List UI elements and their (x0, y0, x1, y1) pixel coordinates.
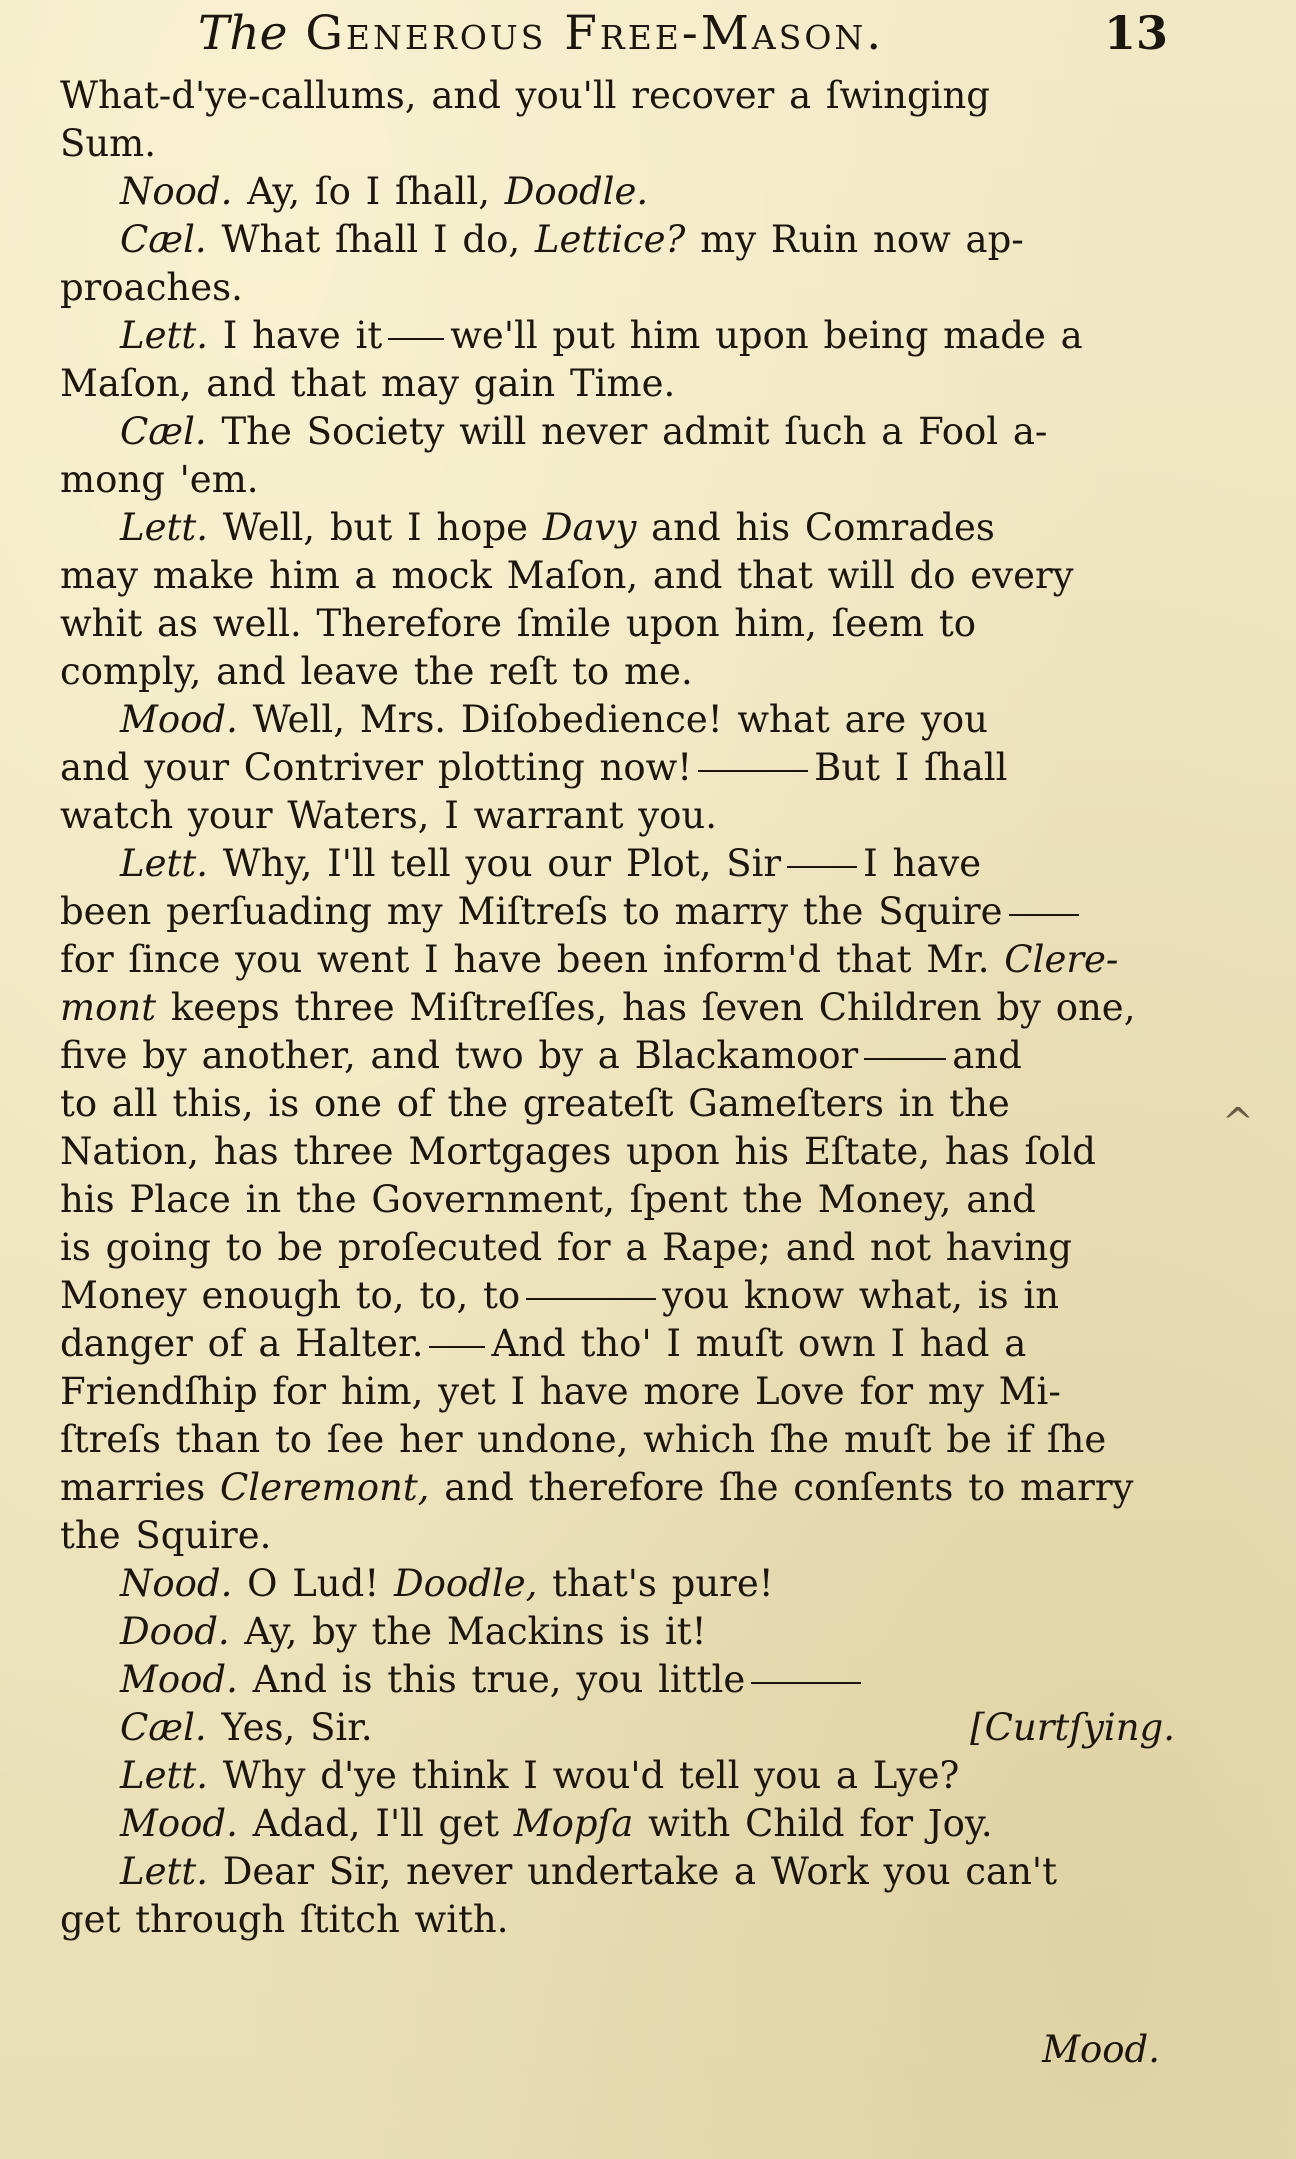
text-line: comply, and leave the reſt to me. (60, 650, 693, 693)
text-line: Nood. O Lud! Doodle, that's pure! (120, 1562, 774, 1605)
text-line: five by another, and two by a Blackamoor and (60, 1034, 1022, 1077)
speaker-name: Lett. (120, 842, 208, 885)
speaker-name: Cæl. (120, 218, 207, 261)
speaker-name: Lett. (120, 1754, 208, 1797)
text-line: get through ſtitch with. (60, 1898, 509, 1941)
text-line: may make him a mock Maſon, and that will do every (60, 554, 1074, 597)
text-line: been perſuading my Miſtreſs to marry the Squire (60, 888, 1175, 936)
em-dash (526, 1298, 656, 1300)
em-dash (1009, 914, 1079, 916)
text-line: Mood. Well, Mrs. Diſobedience! what are you (120, 698, 988, 741)
em-dash (864, 1058, 946, 1060)
text-line: and your Contriver plotting now! But I ſhall (60, 746, 1008, 789)
speaker-name: Lett. (120, 314, 208, 357)
speaker-name: Lett. (120, 506, 208, 549)
em-dash (698, 770, 808, 772)
text-line: marries Cleremont, and therefore ſhe conſents to marry (60, 1466, 1134, 1509)
speaker-name: Lett. (120, 1850, 208, 1893)
text-line: Lett. Why, I'll tell you our Plot, Sir I have (120, 842, 982, 885)
speaker-name: Cæl. (120, 410, 207, 453)
text-line: mont keeps three Miſtreſſes, has ſeven Children by one, (60, 986, 1136, 1029)
speaker-name: Nood. (120, 1562, 233, 1605)
text-line: danger of a Halter. And tho' I muſt own I had a (60, 1322, 1027, 1365)
text-line: Lett. Dear Sir, never undertake a Work you can't (120, 1850, 1057, 1893)
text-line: Dood. Ay, by the Mackins is it! (120, 1610, 707, 1653)
text-line: Lett. I have it we'll put him upon being made a (120, 314, 1083, 357)
text-line: watch your Waters, I warrant you. (60, 794, 717, 837)
text-line: Nood. Ay, ſo I ſhall, Doodle. (120, 170, 649, 213)
text-line: whit as well. Therefore ſmile upon him, ſeem to (60, 602, 977, 645)
text-line: Lett. Well, but I hope Davy and his Comrades (120, 506, 995, 549)
text-line: Cæl. The Society will never admit ſuch a Fool a- (120, 410, 1048, 453)
play-text (60, 72, 1175, 1944)
text-line: Nation, has three Mortgages upon his Eſtate, has ſold (60, 1130, 1096, 1173)
page-number: 13 (1103, 6, 1168, 60)
stage-direction: [Curtſying. (970, 1706, 1175, 1749)
margin-caret-mark: ^ (1222, 1100, 1254, 1144)
text-line: proaches. (60, 266, 243, 309)
text-line: Maſon, and that may gain Time. (60, 362, 676, 405)
text-line: mong 'em. (60, 458, 259, 501)
text-line: Money enough to, to, to you know what, is in (60, 1274, 1060, 1317)
speaker-name: Nood. (120, 170, 233, 213)
text-line: What-d'ye-callums, and you'll recover a ſwinging (60, 74, 990, 117)
speaker-name: Cæl. (120, 1706, 207, 1749)
em-dash (429, 1346, 485, 1348)
speaker-name: Mood. (120, 698, 238, 741)
speaker-name: Mood. (120, 1802, 238, 1845)
text-line: Cæl. Yes, Sir. [Curtſying. (60, 1704, 1175, 1752)
em-dash (787, 866, 857, 868)
running-title: The Generous Free-Mason. (198, 6, 885, 61)
text-line: Friendſhip for him, yet I have more Love for my Mi- (60, 1370, 1061, 1413)
text-line: Cæl. What ſhall I do, Lettice? my Ruin now ap- (120, 218, 1024, 261)
text-line: Lett. Why d'ye think I wou'd tell you a Lye? (120, 1754, 960, 1797)
text-line: Mood. And is this true, you little (60, 1656, 1175, 1704)
text-line: for ſince you went I have been inform'd that Mr. Clere- (60, 938, 1119, 981)
text-line: the Squire. (60, 1514, 272, 1557)
catchword: Mood. (1042, 2028, 1160, 2071)
speaker-name: Dood. (120, 1610, 230, 1653)
text-line: Sum. (60, 122, 157, 165)
text-line: to all this, is one of the greateſt Gameſters in the (60, 1082, 1010, 1125)
em-dash (388, 338, 444, 340)
text-line: Mood. Adad, I'll get Mopſa with Child for Joy. (120, 1802, 993, 1845)
em-dash (751, 1682, 861, 1684)
text-line: ſtreſs than to ſee her undone, which ſhe muſt be if ſhe (60, 1418, 1107, 1461)
text-line: his Place in the Government, ſpent the Money, and (60, 1178, 1036, 1221)
text-line: is going to be proſecuted for a Rape; and not having (60, 1226, 1072, 1269)
running-header (198, 6, 1178, 66)
speaker-name: Mood. (120, 1658, 238, 1701)
